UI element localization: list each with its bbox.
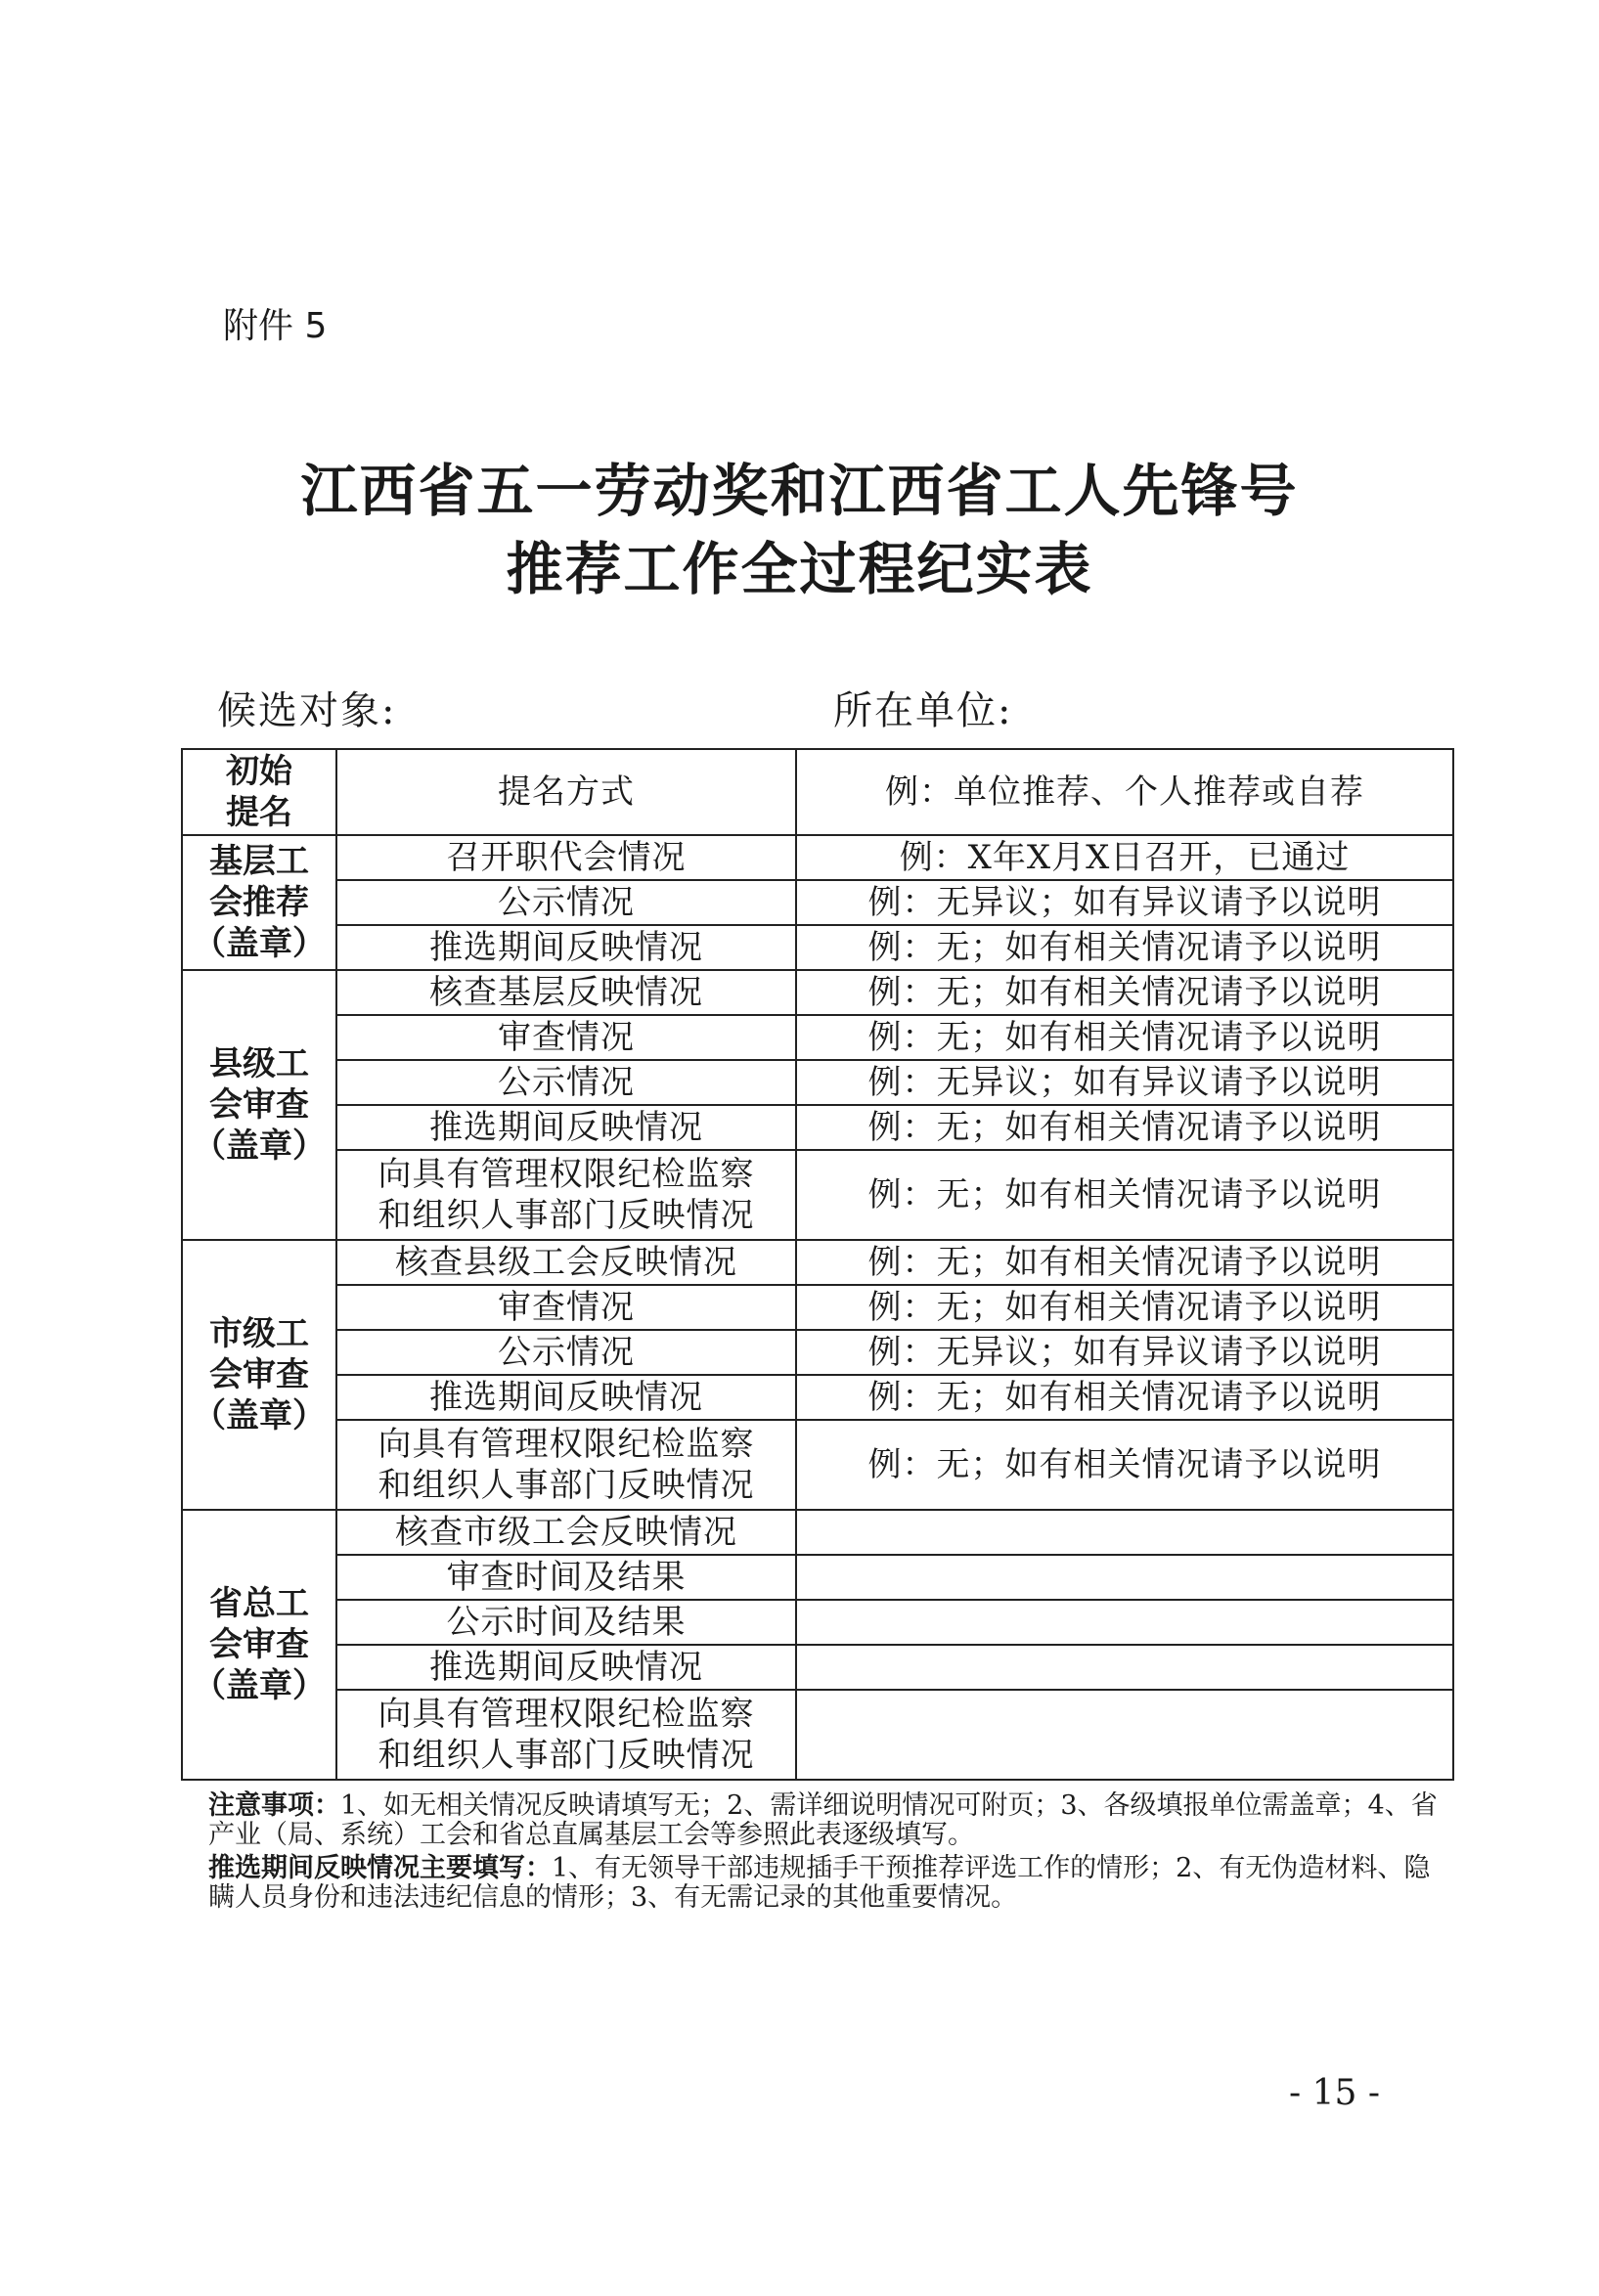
table-cell-value: 例：无异议；如有异议请予以说明 (796, 1330, 1453, 1375)
note-feedback (208, 1854, 1445, 1913)
table-cell-item: 审查时间及结果 (336, 1555, 796, 1600)
candidate-field-label: 候选对象: (217, 688, 397, 733)
note-general-text: 1、如无相关情况反映请填写无；2、需详细说明情况可附页；3、各级填报单位需盖章；4、省产业（局、系统）工会和省总直属基层工会等参照此表逐级填写。 (208, 1790, 1438, 1850)
table-cell-item: 核查基层反映情况 (336, 970, 796, 1015)
attachment-label: 附件 5 (223, 306, 328, 346)
table-row (182, 1555, 1453, 1600)
note-feedback-label: 推选期间反映情况主要填写： (208, 1853, 552, 1883)
table-cell-value: 例：无；如有相关情况请予以说明 (796, 1240, 1453, 1285)
section-province: 省总工 会审查 （盖章） (182, 1510, 336, 1780)
table-cell-value[interactable] (796, 1690, 1453, 1780)
table-row (182, 925, 1453, 970)
table-cell-value: 例：无；如有相关情况请予以说明 (796, 1015, 1453, 1060)
table-row (182, 1690, 1453, 1780)
notes-block (208, 1791, 1445, 1917)
page-number: - 15 - (1289, 2073, 1381, 2113)
table-cell-item: 召开职代会情况 (336, 835, 796, 880)
table-row (182, 1015, 1453, 1060)
item-nomination-method: 提名方式 (336, 749, 796, 835)
section-city: 市级工 会审查 （盖章） (182, 1240, 336, 1510)
table-row (182, 1600, 1453, 1645)
table-cell-item: 推选期间反映情况 (336, 1645, 796, 1690)
table-row (182, 1105, 1453, 1150)
table-cell-item: 核查县级工会反映情况 (336, 1240, 796, 1285)
table-cell-item: 向具有管理权限纪检监察 和组织人事部门反映情况 (336, 1690, 796, 1780)
table-cell-item: 公示情况 (336, 1060, 796, 1105)
table-cell-item: 推选期间反映情况 (336, 1105, 796, 1150)
note-general-label: 注意事项： (208, 1790, 340, 1821)
table-cell-value: 例：无；如有相关情况请予以说明 (796, 1150, 1453, 1240)
table-row (182, 1240, 1453, 1285)
unit-field-label: 所在单位: (833, 688, 1013, 733)
section-nomination: 初始 提名 (182, 749, 336, 835)
table-cell-item: 推选期间反映情况 (336, 925, 796, 970)
table-row (182, 1150, 1453, 1240)
table-cell-value[interactable] (796, 1600, 1453, 1645)
table-cell-value[interactable] (796, 1510, 1453, 1555)
table-cell-item: 审查情况 (336, 1015, 796, 1060)
table-row (182, 1060, 1453, 1105)
value-nomination-method: 例：单位推荐、个人推荐或自荐 (796, 749, 1453, 835)
note-feedback-text: 1、有无领导干部违规插手干预推荐评选工作的情形；2、有无伪造材料、隐瞒人员身份和违法违纪信息的情形；3、有无需记录的其他重要情况。 (208, 1853, 1431, 1913)
document-title-line-2: 推荐工作全过程纪实表 (506, 536, 1093, 602)
table-cell-item: 向具有管理权限纪检监察 和组织人事部门反映情况 (336, 1150, 796, 1240)
table-cell-value: 例：无；如有相关情况请予以说明 (796, 925, 1453, 970)
table-cell-value: 例：X年X月X日召开，已通过 (796, 835, 1453, 880)
table-cell-value: 例：无；如有相关情况请予以说明 (796, 1285, 1453, 1330)
table-row (182, 835, 1453, 880)
table-cell-item: 公示情况 (336, 1330, 796, 1375)
table-row (182, 880, 1453, 925)
table-cell-item: 审查情况 (336, 1285, 796, 1330)
record-table (181, 748, 1454, 1781)
table-cell-item: 公示情况 (336, 880, 796, 925)
table-cell-value: 例：无；如有相关情况请予以说明 (796, 1420, 1453, 1510)
table-cell-item: 核查市级工会反映情况 (336, 1510, 796, 1555)
table-cell-item: 推选期间反映情况 (336, 1375, 796, 1420)
table-cell-value: 例：无；如有相关情况请予以说明 (796, 1375, 1453, 1420)
table-row (182, 970, 1453, 1015)
table-cell-value: 例：无异议；如有异议请予以说明 (796, 1060, 1453, 1105)
table-row (182, 749, 1453, 835)
note-general (208, 1791, 1445, 1850)
table-cell-value[interactable] (796, 1645, 1453, 1690)
section-grassroots: 基层工 会推荐 （盖章） (182, 835, 336, 970)
table-cell-item: 公示时间及结果 (336, 1600, 796, 1645)
table-cell-value: 例：无异议；如有异议请予以说明 (796, 880, 1453, 925)
table-row (182, 1510, 1453, 1555)
table-row (182, 1645, 1453, 1690)
table-cell-value: 例：无；如有相关情况请予以说明 (796, 1105, 1453, 1150)
table-cell-item: 向具有管理权限纪检监察 和组织人事部门反映情况 (336, 1420, 796, 1510)
table-cell-value: 例：无；如有相关情况请予以说明 (796, 970, 1453, 1015)
table-row (182, 1420, 1453, 1510)
table-row (182, 1375, 1453, 1420)
table-row (182, 1285, 1453, 1330)
document-title-line-1: 江西省五一劳动奖和江西省工人先锋号 (300, 458, 1299, 524)
table-row (182, 1330, 1453, 1375)
table-cell-value[interactable] (796, 1555, 1453, 1600)
section-county: 县级工 会审查 （盖章） (182, 970, 336, 1240)
